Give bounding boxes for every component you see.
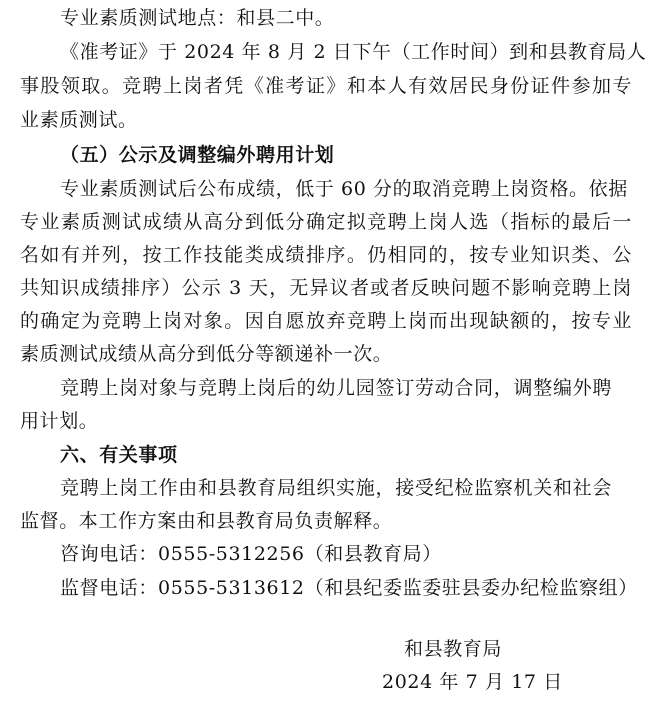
signature-issuer: 和县教育局	[404, 638, 503, 660]
publicity-para-line-3: 名如有并列，按工作技能类成绩排序。仍相同的，按专业知识类、公	[20, 244, 632, 266]
publicity-para-line-2: 专业素质测试成绩从高分到低分确定拟竞聘上岗人选（指标的最后一	[20, 211, 632, 233]
signature-date: 2024 年 7 月 17 日	[382, 671, 563, 693]
contract-para-line-1: 竞聘上岗对象与竞聘上岗后的幼儿园签订劳动合同，调整编外聘	[60, 377, 612, 399]
section-six-heading: 六、有关事项	[60, 444, 178, 466]
section-five-heading: （五）公示及调整编外聘用计划	[60, 144, 335, 166]
publicity-para-line-6: 素质测试成绩从高分到低分等额递补一次。	[20, 343, 393, 365]
contract-para-line-2: 用计划。	[20, 410, 99, 432]
admission-ticket-line-3: 业素质测试。	[20, 109, 138, 131]
publicity-para-line-1: 专业素质测试后公布成绩，低于 60 分的取消竞聘上岗资格。依据	[60, 178, 628, 200]
publicity-para-line-4: 共知识成绩排序）公示 3 天，无异议者或者反映问题不影响竞聘上岗	[20, 277, 632, 299]
matters-para-line-2: 监督。本工作方案由和县教育局负责解释。	[20, 510, 393, 532]
matters-para-line-1: 竞聘上岗工作由和县教育局组织实施，接受纪检监察机关和社会	[60, 477, 612, 499]
test-location-line: 专业素质测试地点：和县二中。	[60, 7, 335, 29]
admission-ticket-line-1: 《准考证》于 2024 年 8 月 2 日下午（工作时间）到和县教育局人	[60, 41, 647, 63]
admission-ticket-line-2: 事股领取。竞聘上岗者凭《准考证》和本人有效居民身份证件参加专	[20, 75, 632, 97]
consult-phone-line: 咨询电话：0555-5312256（和县教育局）	[60, 543, 442, 565]
publicity-para-line-5: 的确定为竞聘上岗对象。因自愿放弃竞聘上岗而出现缺额的，按专业	[20, 310, 632, 332]
supervise-phone-line: 监督电话：0555-5313612（和县纪委监委驻县委办纪检监察组）	[60, 577, 638, 599]
